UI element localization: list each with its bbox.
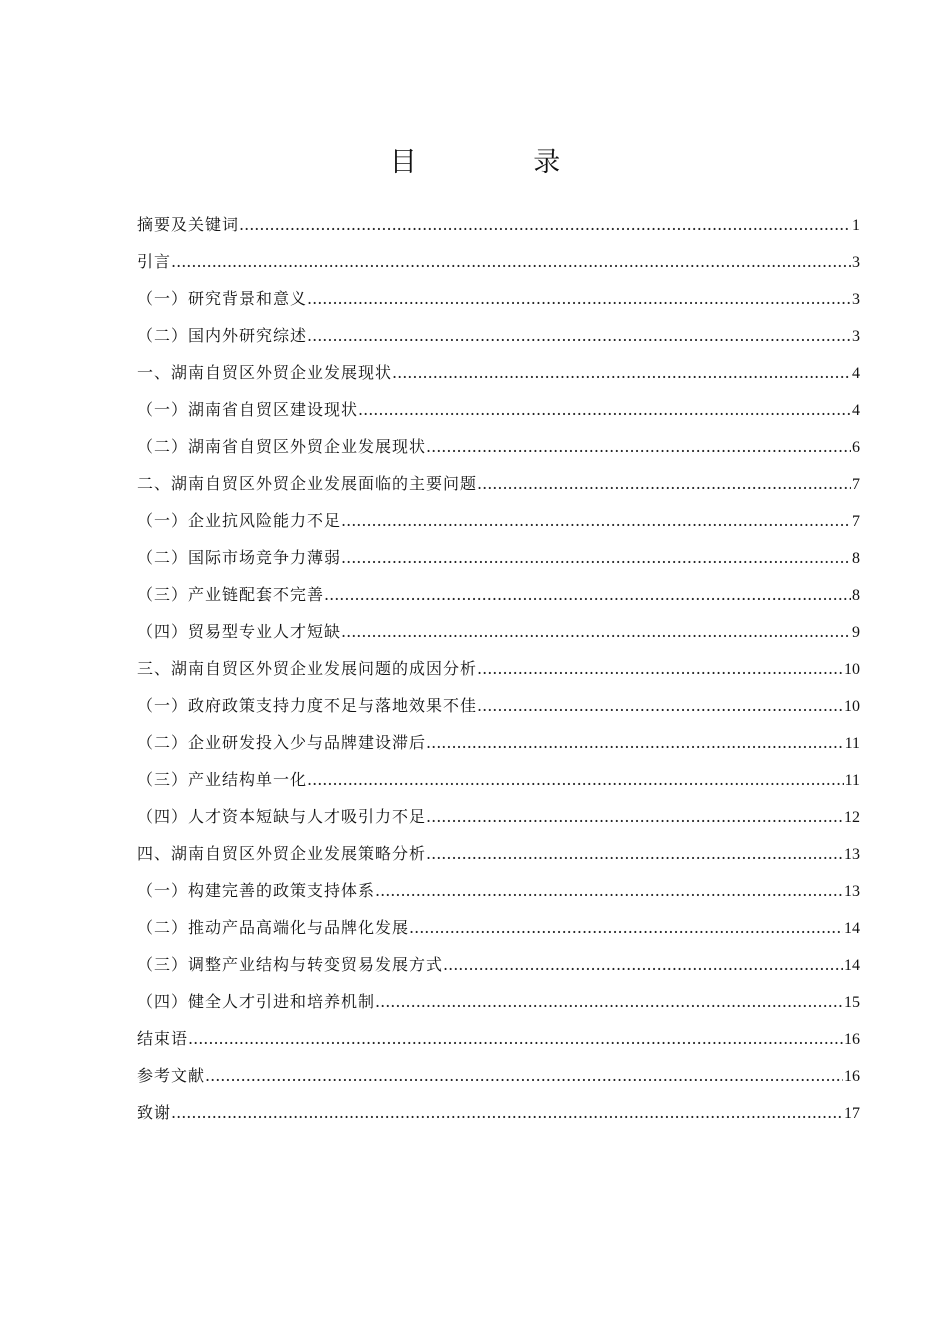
toc-entry[interactable] (137, 687, 860, 724)
toc-entry-title: （四）贸易型专业人才短缺 (137, 622, 342, 641)
toc-entry[interactable] (137, 909, 860, 946)
toc-page-number: 1 (852, 217, 860, 234)
toc-page-number: 8 (852, 587, 860, 604)
toc-entry-title: 致谢 (137, 1103, 172, 1122)
toc-page-number: 6 (852, 439, 860, 456)
toc-entry-title: （三）产业结构单一化 (137, 770, 308, 789)
toc-leader-dots (426, 724, 844, 761)
page-title: 目 录 (389, 147, 615, 178)
toc-entry[interactable] (137, 724, 860, 761)
toc-entry-title: （四）健全人才引进和培养机制 (137, 992, 376, 1011)
toc-entry[interactable] (137, 354, 860, 391)
toc-leader-dots (307, 280, 851, 317)
toc-leader-dots (392, 354, 851, 391)
toc-page-number: 16 (844, 1068, 860, 1085)
toc-entry-title: （二）推动产品高端化与品牌化发展 (137, 918, 410, 937)
toc-entry-title: （二）企业研发投入少与品牌建设滞后 (137, 733, 427, 752)
toc-page-number: 11 (844, 735, 860, 752)
toc-entry-title: （二）国内外研究综述 (137, 326, 308, 345)
toc-page-number: 4 (852, 365, 860, 382)
toc-entry[interactable] (137, 1057, 860, 1094)
toc-entry-title: （三）调整产业结构与转变贸易发展方式 (137, 955, 444, 974)
toc-entry-title: （二）国际市场竞争力薄弱 (137, 548, 342, 567)
toc-entry[interactable] (137, 317, 860, 354)
toc-entry[interactable] (137, 946, 860, 983)
toc-leader-dots (341, 502, 851, 539)
toc-entry[interactable] (137, 576, 860, 613)
toc-leader-dots (477, 687, 843, 724)
toc-entry[interactable] (137, 502, 860, 539)
toc-leader-dots (171, 243, 851, 280)
toc-entry-title: 三、湖南自贸区外贸企业发展问题的成因分析 (137, 659, 478, 678)
toc-entry[interactable] (137, 1020, 860, 1057)
toc-leader-dots (188, 1020, 843, 1057)
toc-entry[interactable] (137, 465, 860, 502)
toc-entry-title: 四、湖南自贸区外贸企业发展策略分析 (137, 844, 427, 863)
toc-leader-dots (426, 428, 851, 465)
toc-entry[interactable] (137, 243, 860, 280)
toc-page-number: 17 (844, 1105, 860, 1122)
toc-entry[interactable] (137, 983, 860, 1020)
toc-leader-dots (443, 946, 843, 983)
toc-entry[interactable] (137, 835, 860, 872)
toc-leader-dots (477, 465, 851, 502)
toc-leader-dots (341, 539, 851, 576)
toc-entry[interactable] (137, 761, 860, 798)
toc-page-number: 11 (844, 772, 860, 789)
toc-page-number: 12 (844, 809, 860, 826)
toc-entry-title: （三）产业链配套不完善 (137, 585, 325, 604)
toc-entry[interactable] (137, 872, 860, 909)
toc-entry-title: （四）人才资本短缺与人才吸引力不足 (137, 807, 427, 826)
toc-leader-dots (239, 206, 851, 243)
toc-page-number: 3 (852, 254, 860, 271)
toc-page-number: 13 (844, 883, 860, 900)
toc-page-number: 15 (844, 994, 860, 1011)
toc-entry[interactable] (137, 280, 860, 317)
toc-entry-title: 二、湖南自贸区外贸企业发展面临的主要问题 (137, 474, 478, 493)
toc-page-number: 9 (852, 624, 860, 641)
toc-entry-title: （一）湖南省自贸区建设现状 (137, 400, 359, 419)
toc-entry[interactable] (137, 650, 860, 687)
toc-entry-title: 参考文献 (137, 1066, 206, 1085)
toc-entry-title: （一）研究背景和意义 (137, 289, 308, 308)
toc-leader-dots (171, 1094, 843, 1131)
table-of-contents (137, 206, 860, 1131)
toc-entry[interactable] (137, 798, 860, 835)
toc-entry[interactable] (137, 391, 860, 428)
toc-entry-title: （一）企业抗风险能力不足 (137, 511, 342, 530)
toc-leader-dots (324, 576, 851, 613)
toc-leader-dots (477, 650, 843, 687)
toc-entry[interactable] (137, 206, 860, 243)
toc-leader-dots (426, 798, 843, 835)
toc-leader-dots (375, 983, 843, 1020)
toc-page-number: 7 (852, 476, 860, 493)
toc-leader-dots (409, 909, 843, 946)
toc-entry-title: 一、湖南自贸区外贸企业发展现状 (137, 363, 393, 382)
toc-entry[interactable] (137, 428, 860, 465)
toc-page-number: 10 (844, 661, 860, 678)
toc-leader-dots (307, 317, 851, 354)
toc-entry-title: 摘要及关键词 (137, 215, 240, 234)
toc-leader-dots (205, 1057, 843, 1094)
toc-leader-dots (358, 391, 851, 428)
toc-page-number: 14 (844, 957, 860, 974)
toc-page-number: 7 (852, 513, 860, 530)
toc-page-number: 14 (844, 920, 860, 937)
toc-leader-dots (341, 613, 851, 650)
toc-entry-title: 结束语 (137, 1029, 189, 1048)
toc-page-number: 13 (844, 846, 860, 863)
toc-page-number: 16 (844, 1031, 860, 1048)
toc-entry-title: （一）政府政策支持力度不足与落地效果不佳 (137, 696, 478, 715)
toc-entry-title: （二）湖南省自贸区外贸企业发展现状 (137, 437, 427, 456)
toc-leader-dots (307, 761, 844, 798)
toc-leader-dots (375, 872, 843, 909)
toc-page-number: 3 (852, 328, 860, 345)
toc-entry[interactable] (137, 613, 860, 650)
toc-leader-dots (426, 835, 843, 872)
toc-page-number: 4 (852, 402, 860, 419)
toc-page-number: 3 (852, 291, 860, 308)
toc-page-number: 8 (852, 550, 860, 567)
toc-entry-title: （一）构建完善的政策支持体系 (137, 881, 376, 900)
toc-entry[interactable] (137, 1094, 860, 1131)
toc-page-number: 10 (844, 698, 860, 715)
toc-entry[interactable] (137, 539, 860, 576)
toc-entry-title: 引言 (137, 252, 172, 271)
